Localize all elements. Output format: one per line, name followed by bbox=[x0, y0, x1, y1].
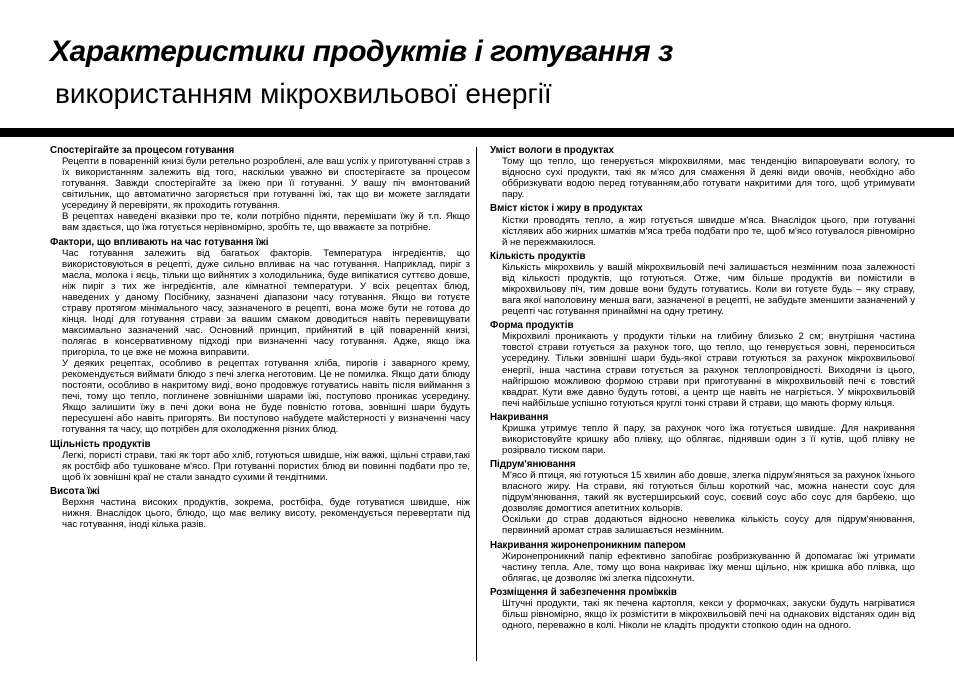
section-paragraph: Кількість мікрохвиль у вашій мікрохвильовій печі залишається незмінним поза залежності від кількості продуктів, що готуються. Отже, чим більше продуктів ви помістили в мікрохвильову піч, тим довше вони будуть готуватись. Коли ви готуєте будь – яку страву, вага якої наполовину менша ваги, зазначеної в рецепті, не забудьте зменшити зазначений у рецепті час готування принаймні на одну третину. bbox=[502, 261, 915, 318]
section-covering bbox=[490, 412, 915, 456]
section-paragraph: У деяких рецептах, особливо в рецептах готування хліба, пирогів і заварного крему, рекомендується виймати блюдо з печі злегка неготовим. Це не помилка. Якщо дати блюду постояти, особливо в накритому виді, воно продовжує готуватись навіть після виймання з печі, тому що тепло, поглинене зовнішніми шарами їжі, поступово проникає усередину. Якщо залишити їжу в печі доки вона не буде повністю готова, зовнішні шари будуть пересушені або навіть пригорять. Ви поступово набудете майстерності у визначенні часу готування та часу, що потрібен для охолодження різних блюд. bbox=[62, 358, 470, 436]
section-browning bbox=[490, 459, 915, 536]
section-wax-paper bbox=[490, 540, 915, 584]
section-heading: Накривання жиронепроникним папером bbox=[490, 539, 686, 551]
section-paragraph: Тому що тепло, що генерується мікрохвилями, має тенденцію випаровувати вологу, то відносно сухі продукти, такі як м'ясо для смаження й деякі види овочів, необхідно або оббризкувати водою перед готуванням,або готувати накритими для того, щоб утримувати пару. bbox=[502, 156, 915, 201]
section-density bbox=[50, 439, 470, 483]
section-paragraph: Час готування залежить від багатьох факторів. Температура інгредієнтів, що використовуються в рецепті, дуже сильно впливає на час готування. Наприклад, пиріг з масла, молока і яєць, тільки що вийнятих з холодильника, буде випікатися суттєво довше, ніж пиріг з тих же інгредієнтів, але кімнатної температури. У всіх рецептах блюд, наведених у даному Посібнику, зазначені діапазони часу готування. Якщо ви готуєте страву протягом мінімального часу, зазначеного в рецепті, вона може бути не готова до кінця. Іноді для готування страви за вашим смаком доводиться навіть перевищувати максимально зазначений час. Основний принцип, прийнятий в цій поваренній книзі, полягає в консервативному підході при визначенні часу готування. Адже, якщо їжа пригоріла, то це вже не можна виправити. bbox=[62, 247, 470, 359]
left-column bbox=[50, 145, 470, 533]
section-paragraph: М'ясо й птиця, які готуються 15 хвилин або довше, злегка підрум'яняться за рахунок їхнього власного жиру. На страви, які готуються більш короткий час, можна нанести соус для підрум'янювання, такий як вустерширський соус, соєвий соус або соус для барбекю, що дозволяє домогтися апетитних кольорів. bbox=[502, 470, 915, 515]
section-heading: Щільність продуктів bbox=[50, 438, 151, 450]
section-bones-fat bbox=[490, 203, 915, 247]
section-heading: Вміст кісток і жиру в продуктах bbox=[490, 203, 643, 215]
section-heading: Підрум'янювання bbox=[490, 459, 576, 471]
section-moisture bbox=[490, 145, 915, 200]
page-title: Характеристики продуктів і готування з bbox=[50, 35, 673, 68]
section-paragraph: Штучні продукти, такі як печена картопля, кекси у формочках, закуски будуть нагріватися більш рівномірно, якщо їх розмістити в мікрохвильовій печі на однакових відстанях один від одного, переважно в колі. Ніколи не кладіть продукти стопкою один на одного. bbox=[502, 598, 915, 632]
section-spacing bbox=[490, 587, 915, 631]
section-heading: Форма продуктів bbox=[490, 320, 574, 332]
section-heading: Уміст вологи в продуктах bbox=[490, 145, 614, 156]
section-paragraph: Рецепти в поваренній книзі були ретельно розроблені, але ваш успіх у приготуванні страв з їх використанням залежить від того, наскільки уважно ви спостерігаєте за процесом готування. Завжди спостерігайте за їжею при її готуванні. У вашу піч вмонтований світильник, що автоматично загоряється при готуванні їжі, так що ви можете заглядати усередину й перевіряти, як проходить готування. bbox=[62, 156, 470, 212]
section-shape bbox=[490, 320, 915, 409]
section-heading: Накривання bbox=[490, 411, 549, 423]
section-paragraph: Оскільки до страв додаються відносно невелика кількість соусу для підрум'янювання, первинний аромат страв залишається незмінним. bbox=[502, 514, 915, 537]
section-paragraph: Верхня частина високих продуктів, зокрема, ростбіфа, буде готуватися швидше, ніж нижня. Внаслідок цього, блюдо, що має велику висоту, рекомендується перевертати під час готування, іноді кілька разів. bbox=[62, 497, 470, 531]
section-paragraph: Кістки проводять тепло, а жир готується швидше м'яса. Внаслідок цього, при готуванні кістлявих або жирних шматків м'яса треба подбати про те, щоб м'ясо готувалося рівномірно й не пережмакилося. bbox=[502, 214, 915, 248]
section-heading: Спостерігайте за процесом готування bbox=[50, 145, 235, 156]
section-paragraph: Легкі, пористі страви, такі як торт або хліб, готуються швидше, ніж важкі, щільні страви,такі як ростбіф або тушковане м'ясо. При готуванні пористих блюд ви повинні подбати про те, щоб їх зовнішні краї не стали занадто сухими й тендітними. bbox=[62, 449, 470, 483]
section-height bbox=[50, 486, 470, 530]
right-column bbox=[490, 145, 915, 634]
title-rule bbox=[0, 128, 954, 137]
section-heading: Розміщення й забезпечення проміжків bbox=[490, 586, 677, 598]
section-paragraph: Мікрохвилі проникають у продукти тільки на глибину близько 2 см; внутрішня частина товстої страви готується за рахунок того, що тепло, що генерується зовні, переноситься усередину. Тільки зовнішні шари будь-якої страви готуються за рахунок мікрохвильової енергії, інша частина страви готується за рахунок теплопровідності. Виходячи із цього, найгіршою можливою формою страви при приготуванні в мікрохвильовій печі є товстий квадрат. Кути вже давно будуть готові, а центр ще навіть не нагріється. У мікрохвильовій печі найбільше успішно готуються круглі тонкі страви й страви, що мають форму кільця. bbox=[502, 331, 915, 409]
section-observe bbox=[50, 145, 470, 234]
page-subtitle: використанням мікрохвильової енергії bbox=[55, 78, 552, 109]
section-paragraph: В рецептах наведені вказівки про те, коли потрібно підняти, перемішати їжу й т.п. Якщо вам здається, що їжа готується нерівномірно, зробіть те, що вважаєте за потрібне. bbox=[62, 211, 470, 234]
section-quantity bbox=[490, 251, 915, 317]
section-paragraph: Кришка утримує тепло й пару, за рахунок чого їжа готується швидше. Для накривання використовуйте кришку або плівку, що облягає, піднявши один з її кутів, щоб плівку не розірвало тиском пари. bbox=[502, 422, 915, 456]
section-paragraph: Жиронепроникний папір ефективно запобігає розбризкуванню й допомагає їжі утримати частину тепла. Але, тому що вона накриває їжу менш щільно, ніж кришка або плівка, що облягає, це дозволяє їжі злегка підсохнути. bbox=[502, 550, 915, 584]
section-heading: Фактори, що впливають на час готування їжі bbox=[50, 236, 269, 248]
section-heading: Висота їжі bbox=[50, 485, 100, 497]
section-factors bbox=[50, 237, 470, 436]
section-heading: Кількість продуктів bbox=[490, 250, 586, 262]
column-divider bbox=[476, 147, 477, 661]
